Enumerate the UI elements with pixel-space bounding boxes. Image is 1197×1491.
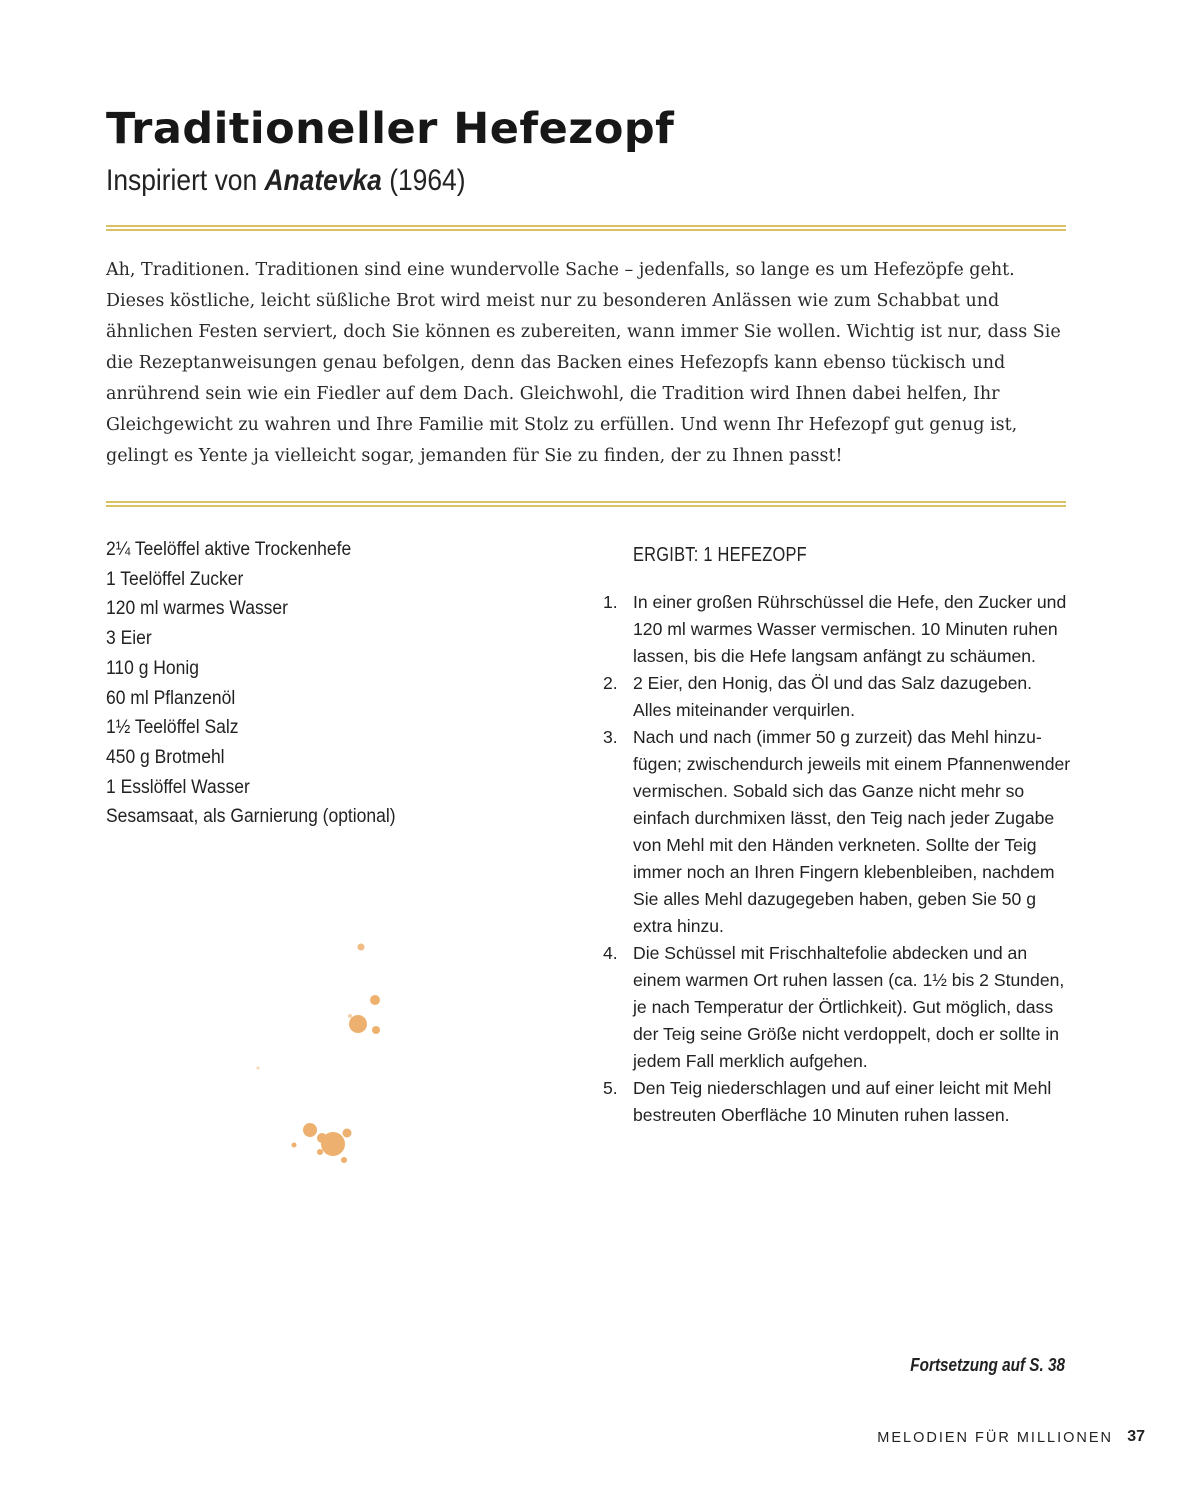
instruction-step xyxy=(603,1075,1073,1129)
step-text: In einer großen Rührschüssel die Hefe, den Zucker und 120 ml warmes Wasser vermischen. 10 Minuten ruhen lassen, bis die Hefe langsam anfängt zu schäumen. xyxy=(633,592,1067,666)
step-text: Den Teig niederschlagen und auf einer leicht mit Mehl bestreuten Oberfläche 10 Minuten ruhen lassen. xyxy=(633,1078,1052,1125)
ingredient-item: Sesamsaat, als Garnierung (optional) xyxy=(106,806,396,828)
ingredient-item: 1 Esslöffel Wasser xyxy=(106,776,250,798)
ingredient-item: 3 Eier xyxy=(106,628,152,650)
ingredient-list xyxy=(106,535,526,832)
film-year: (1964) xyxy=(381,164,466,197)
bottom-divider xyxy=(106,501,1066,507)
ingredient-item: 110 g Honig xyxy=(106,657,199,679)
step-number: 3. xyxy=(603,727,618,747)
step-number: 2. xyxy=(603,673,618,693)
step-number: 1. xyxy=(603,592,618,612)
instruction-list xyxy=(603,589,1073,1129)
page-number: 37 xyxy=(1127,1428,1145,1445)
recipe-subtitle xyxy=(106,161,466,201)
recipe-title: Traditioneller Hefezopf xyxy=(106,104,675,154)
step-number: 5. xyxy=(603,1078,618,1098)
instruction-step xyxy=(603,940,1073,1075)
ingredient-item: 60 ml Pflanzenöl xyxy=(106,687,236,709)
instruction-step xyxy=(603,670,1073,724)
ingredient-item: 1 Teelöffel Zucker xyxy=(106,568,244,590)
yield-heading: ERGIBT: 1 HEFEZOPF xyxy=(633,544,807,566)
instruction-step xyxy=(603,724,1073,940)
ingredient-item: 2¼ Teelöffel aktive Trockenhefe xyxy=(106,539,352,560)
step-number: 4. xyxy=(603,943,618,963)
ingredient-item: 120 ml warmes Wasser xyxy=(106,598,288,620)
continued-note: Fortsetzung auf S. 38 xyxy=(910,1355,1065,1375)
step-text: Nach und nach (immer 50 g zurzeit) das Mehl hinzufügen; zwischendurch jeweils mit einem Pfannenwender vermischen. Sobald sich das Ganze nicht mehr so einfach durchmixen lässt, den Teig nach jeder Zugabe von Mehl mit den Händen verkneten. Sollte der Teig immer noch an Ihren Fingern klebenbleiben, nachdem Sie alles Mehl dazugegeben haben, geben Sie 50 g extra hinzu. xyxy=(633,727,1071,936)
ingredient-item: 450 g Brotmehl xyxy=(106,746,225,768)
stain-splatter xyxy=(250,930,410,1190)
step-text: Die Schüssel mit Frischhaltefolie abdecken und an einem warmen Ort ruhen lassen (ca. 1½ bis 2 Stunden, je nach Temperatur der Örtlichkeit). Gut möglich, dass der Teig seine Größe nicht verdoppelt, doch er sollte in jedem Fall merklich aufgehen. xyxy=(633,943,1065,1071)
instruction-step xyxy=(603,589,1073,670)
top-divider xyxy=(106,225,1066,231)
film-title: Anatevka xyxy=(264,164,382,197)
intro-paragraph: Ah, Traditionen. Traditionen sind eine wundervolle Sache – jedenfalls, so lange es um Hefezöpfe geht. Dieses köstliche, leicht süßliche Brot wird meist nur zu besonderen Anlässen wie zum Schabbat und ähnlichen Festen serviert, doch Sie können es zubereiten, wann immer Sie wollen. Wichtig ist nur, dass Sie die Rezeptanweisungen genau befolgen, denn das Backen eines Hefezopfs kann ebenso tückisch und anrührend sein wie ein Fiedler auf dem Dach. Gleichwohl, die Tradition wird Ihnen dabei helfen, Ihr Gleichgewicht zu wahren und Ihre Familie mit Stolz zu erfüllen. Und wenn Ihr Hefezopf gut genug ist, gelingt es Yente ja vielleicht sogar, jemanden für Sie zu finden, der zu Ihnen passt! xyxy=(106,260,1061,466)
ingredient-item: 1½ Teelöffel Salz xyxy=(106,717,239,739)
subtitle-prefix: Inspiriert von xyxy=(106,164,265,197)
running-footer-title: MELODIEN FÜR MILLIONEN xyxy=(877,1430,1113,1446)
step-text: 2 Eier, den Honig, das Öl und das Salz dazugeben. Alles miteinander verquirlen. xyxy=(633,673,1033,720)
